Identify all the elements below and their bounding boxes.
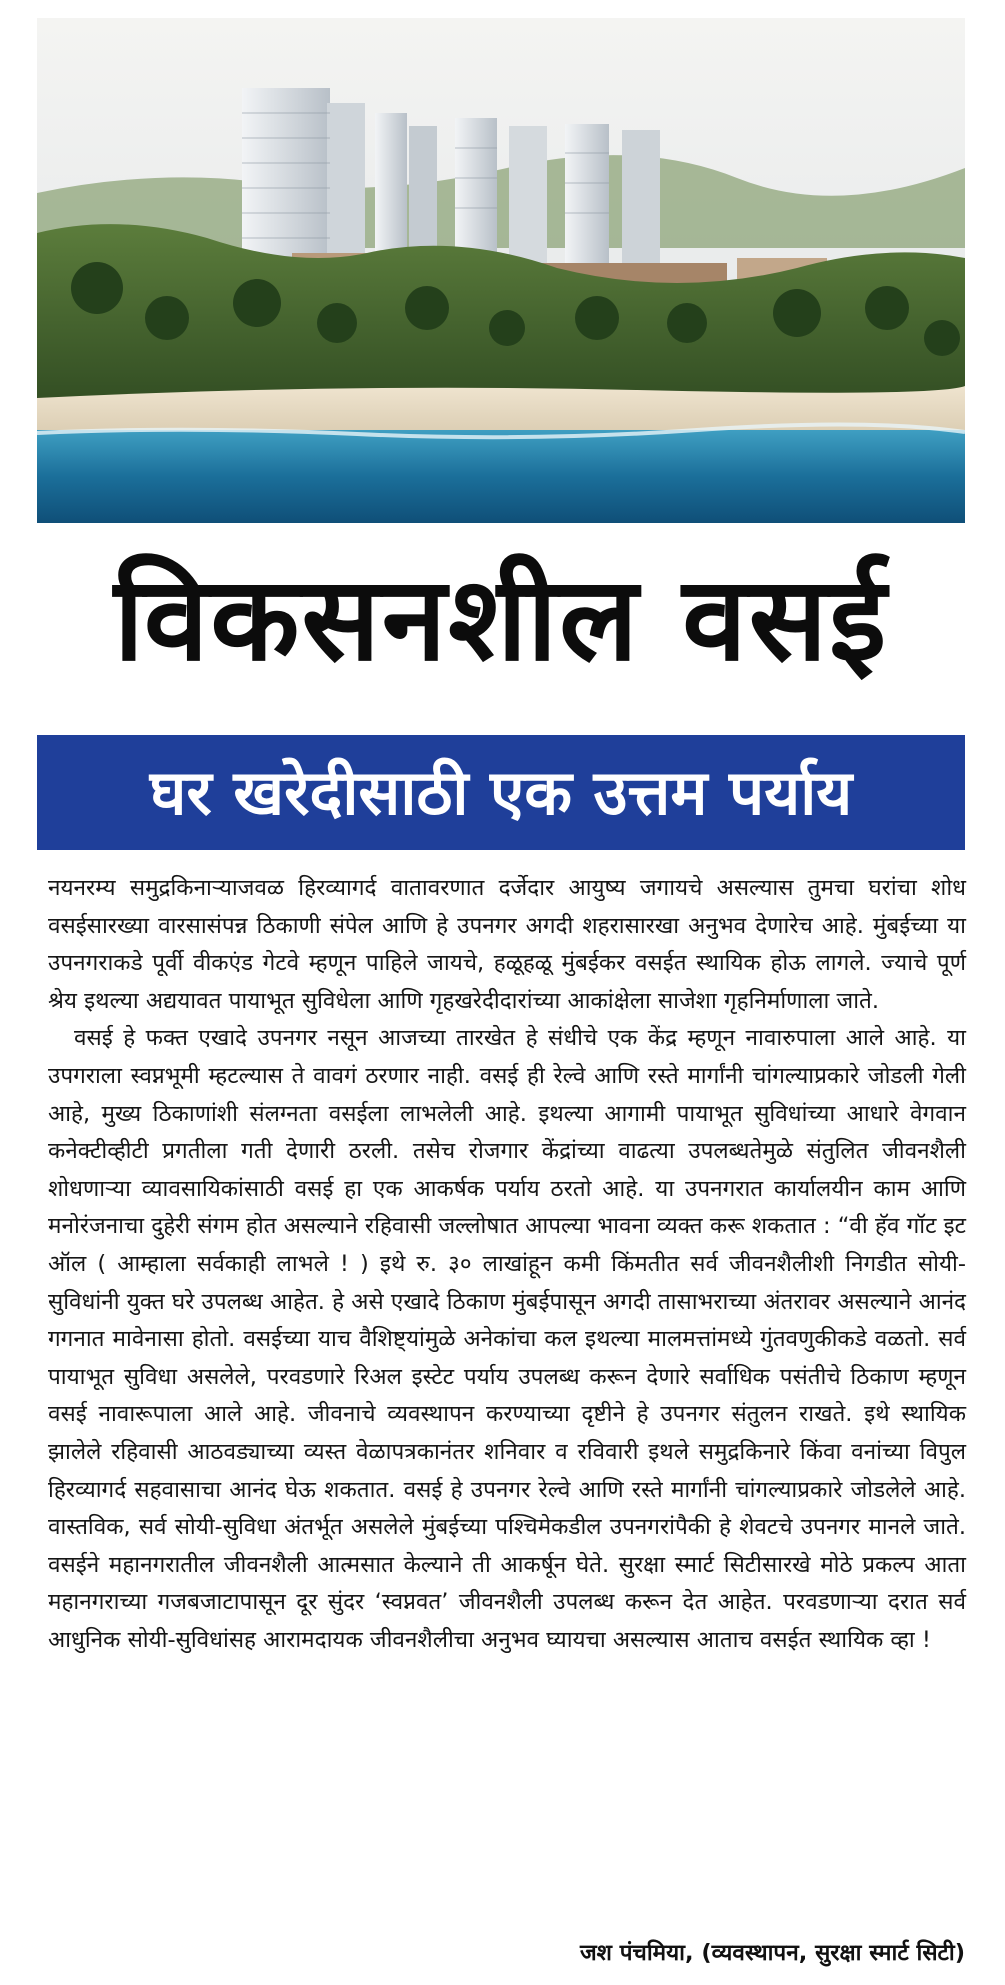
sea <box>37 430 965 523</box>
headline: विकसनशील वसई <box>113 552 889 687</box>
hero-image <box>37 18 965 523</box>
byline: जश पंचमिया, (व्यवस्थापन, सुरक्षा स्मार्ट सिटी) <box>579 1940 965 1966</box>
article-paragraph-1: नयनरम्य समुद्रकिनाऱ्याजवळ हिरव्यागर्द वातावरणात दर्जेदार आयुष्य जगायचे असल्यास तुमचा घरांचा शोध वसईसारख्या वारसासंपन्न ठिकाणी संपेल आणि हे उपनगर अगदी शहरासारखा अनुभव देणारेच आहे. मुंबईच्या या उपनगराकडे पूर्वी वीकएंड गेटवे म्हणून पाहिले जायचे, हळूहळू मुंबईकर वसईत स्थायिक होऊ लागले. ज्याचे पूर्ण श्रेय इथल्या अद्ययावत पायाभूत सुविधेला आणि गृहखरेदीदारांच्या आकांक्षेला साजेशा गृहनिर्माणाला जाते. <box>48 875 966 1014</box>
article-body <box>48 870 966 1659</box>
subheadline-banner: घर खरेदीसाठी एक उत्तम पर्याय <box>37 735 965 850</box>
article-paragraph-2: वसई हे फक्त एखादे उपनगर नसून आजच्या तारखेत हे संधीचे एक केंद्र म्हणून नावारुपाला आले आहे. या उपगराला स्वप्नभूमी म्हटल्यास ते वावगं ठरणार नाही. वसई ही रेल्वे आणि रस्ते मार्गांनी चांगल्याप्रकारे जोडली गेली आहे, मुख्य ठिकाणांशी संलग्नता वसईला लाभलेली आहे. इथल्या आगामी पायाभूत सुविधांच्या आधारे वेगवान कनेक्टीव्हीटी प्रगतीला गती देणारी ठरली. तसेच रोजगार केंद्रांच्या वाढत्या उपलब्धतेमुळे संतुलित जीवनशैली शोधणाऱ्या व्यावसायिकांसाठी वसई हा एक आकर्षक पर्याय ठरतो आहे. या उपनगरात कार्यालयीन काम आणि मनोरंजनाचा दुहेरी संगम होत असल्याने रहिवासी जल्लोषात आपल्या भावना व्यक्त करू शकतात : “वी हॅव गॉट इट ऑल ( आम्हाला सर्वकाही लाभले ! ) इथे रु. ३० लाखांहून कमी किंमतीत सर्व जीवनशैलीशी निगडीत सोयी-सुविधांनी युक्त घरे उपलब्ध आहेत. हे असे एखादे ठिकाण मुंबईपासून अगदी तासाभराच्या अंतरावर असल्याने आनंद गगनात मावेनासा होतो. वसईच्या याच वैशिष्ट्यांमुळे अनेकांचा कल इथल्या मालमत्तांमध्ये गुंतवणुकीकडे वळतो. सर्व पायाभूत सुविधा असलेले, परवडणारे रिअल इस्टेट पर्याय उपलब्ध करून देणारे सर्वाधिक पसंतीचे ठिकाण म्हणून वसई नावारूपाला आले आहे. जीवनाचे व्यवस्थापन करण्याच्या दृष्टीने हे उपनगर संतुलन राखते. इथे स्थायिक झालेले रहिवासी आठवड्याच्या व्यस्त वेळापत्रकानंतर शनिवार व रविवारी इथले समुद्रकिनारे किंवा वनांच्या विपुल हिरव्यागर्द सहवासाचा आनंद घेऊ शकतात. वसई हे उपनगर रेल्वे आणि रस्ते मार्गांनी चांगल्याप्रकारे जोडलेले आहे. वास्तविक, सर्व सोयी-सुविधा अंतर्भूत असलेले मुंबईच्या पश्चिमेकडील उपनगरांपैकी हे शेवटचे उपनगर मानले जाते. वसईने महानगरातील जीवनशैली आत्मसात केल्याने ती आकर्षून घेते. सुरक्षा स्मार्ट सिटीसारखे मोठे प्रकल्प आता महानगराच्या गजबजाटापासून दूर सुंदर ‘स्वप्नवत’ जीवनशैली उपलब्ध करून देत आहेत. परवडणाऱ्या दरात सर्व आधुनिक सोयी-सुविधांसह आरामदायक जीवनशैलीचा अनुभव घ्यायचा असल्यास आताच वसईत स्थायिक व्हा ! <box>48 1025 966 1653</box>
township-render-illustration <box>37 18 965 523</box>
